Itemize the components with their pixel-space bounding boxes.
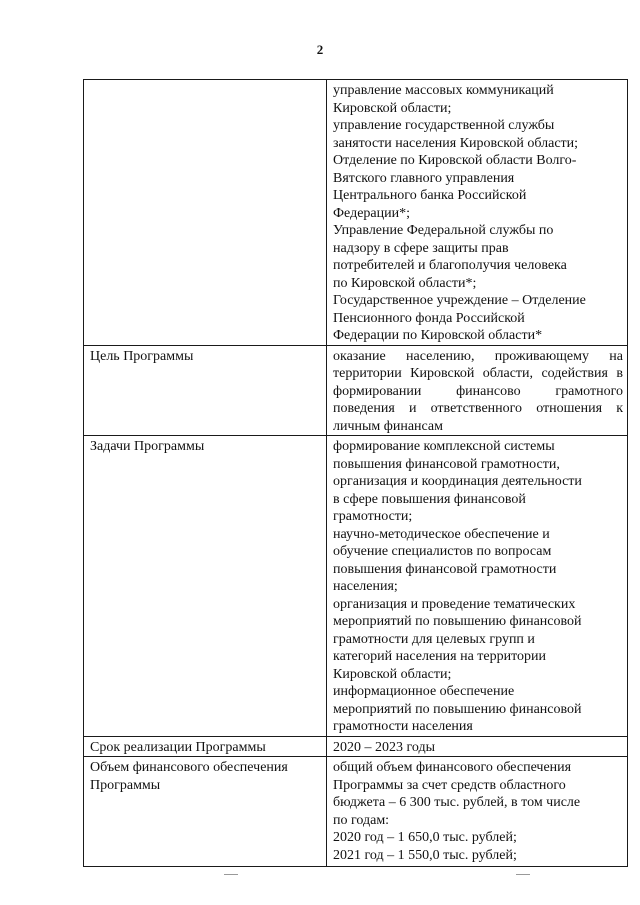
task-line: грамотности; (333, 509, 413, 524)
task-line: формирование комплексной системы (333, 439, 555, 454)
participant-line: занятости населения Кировской области; (333, 135, 579, 151)
table-row-goal (84, 345, 628, 436)
funding-line: 2020 год – 1 650,0 тыс. рублей; (333, 830, 517, 845)
task-line: мероприятий по повышению финансовой (333, 701, 582, 717)
participant-line: Управление Федеральной службы по (333, 223, 554, 238)
funding-line: общий объем финансового обеспечения (333, 760, 572, 775)
participant-line: Кировской области; (333, 100, 452, 116)
participant-line: Пенсионного фонда Российской (333, 310, 525, 326)
task-line: организация и координация деятельности (333, 474, 582, 489)
funding-label-cell (84, 757, 327, 867)
participant-line: по Кировской области*; (333, 275, 477, 291)
participants-value-cell (327, 80, 628, 346)
funding-value-cell (327, 757, 628, 867)
task-line: грамотности населения (333, 719, 473, 734)
task-line: населения; (333, 579, 398, 594)
tasks-value-cell (327, 436, 628, 737)
goal-label: Цель Программы (84, 345, 327, 436)
funding-label-line: Объем финансового обеспечения (90, 760, 288, 775)
funding-line: Программы за счет средств областного (333, 777, 566, 793)
term-value: 2020 – 2023 годы (327, 736, 628, 757)
task-line: грамотности для целевых групп и (333, 631, 535, 647)
goal-text: оказание населению, проживающему на территории Кировской области, содействия в формировании финансово грамотного поведения и ответственного отношения к личным финансам (327, 345, 628, 436)
task-line: организация и проведение тематических (333, 596, 576, 612)
tasks-label: Задачи Программы (84, 436, 327, 737)
task-line: научно-методическое обеспечение и (333, 526, 550, 542)
task-line: в сфере повышения финансовой (333, 491, 526, 507)
table-row-tasks (84, 436, 628, 737)
program-passport-table (83, 79, 628, 867)
participant-line: потребителей и благополучия человека (333, 258, 567, 273)
task-line: повышения финансовой грамотности (333, 561, 557, 577)
participant-line: Центрального банка Российской (333, 188, 527, 203)
term-label: Срок реализации Программы (84, 736, 327, 757)
table-row-participants (84, 80, 628, 346)
participant-line: Государственное учреждение – Отделение (333, 293, 586, 308)
task-line: повышения финансовой грамотности, (333, 456, 560, 472)
funding-line: по годам: (333, 812, 390, 828)
task-line: обучение специалистов по вопросам (333, 544, 552, 559)
funding-label-line: Программы (90, 777, 161, 793)
scan-mark-right (516, 874, 530, 875)
table-row-funding (84, 757, 628, 867)
task-line: информационное обеспечение (333, 684, 515, 699)
participant-line: Отделение по Кировской области Волго- (333, 153, 577, 168)
funding-line: бюджета – 6 300 тыс. рублей, в том числе (333, 795, 581, 810)
task-line: Кировской области; (333, 666, 452, 682)
participant-line: управление государственной службы (333, 118, 555, 133)
participant-line: Федерации по Кировской области* (333, 328, 543, 343)
participants-label-cell (84, 80, 327, 346)
task-line: мероприятий по повышению финансовой (333, 614, 582, 629)
participant-line: Вятского главного управления (333, 170, 515, 186)
participant-line: управление массовых коммуникаций (333, 83, 554, 98)
task-line: категорий населения на территории (333, 649, 547, 664)
page-number: 2 (316, 42, 324, 57)
table-row-term (84, 736, 628, 757)
participant-line: надзору в сфере защиты прав (333, 240, 509, 256)
scan-mark-left (224, 874, 238, 875)
funding-line: 2021 год – 1 550,0 тыс. рублей; (333, 847, 517, 863)
participant-line: Федерации*; (333, 205, 411, 221)
